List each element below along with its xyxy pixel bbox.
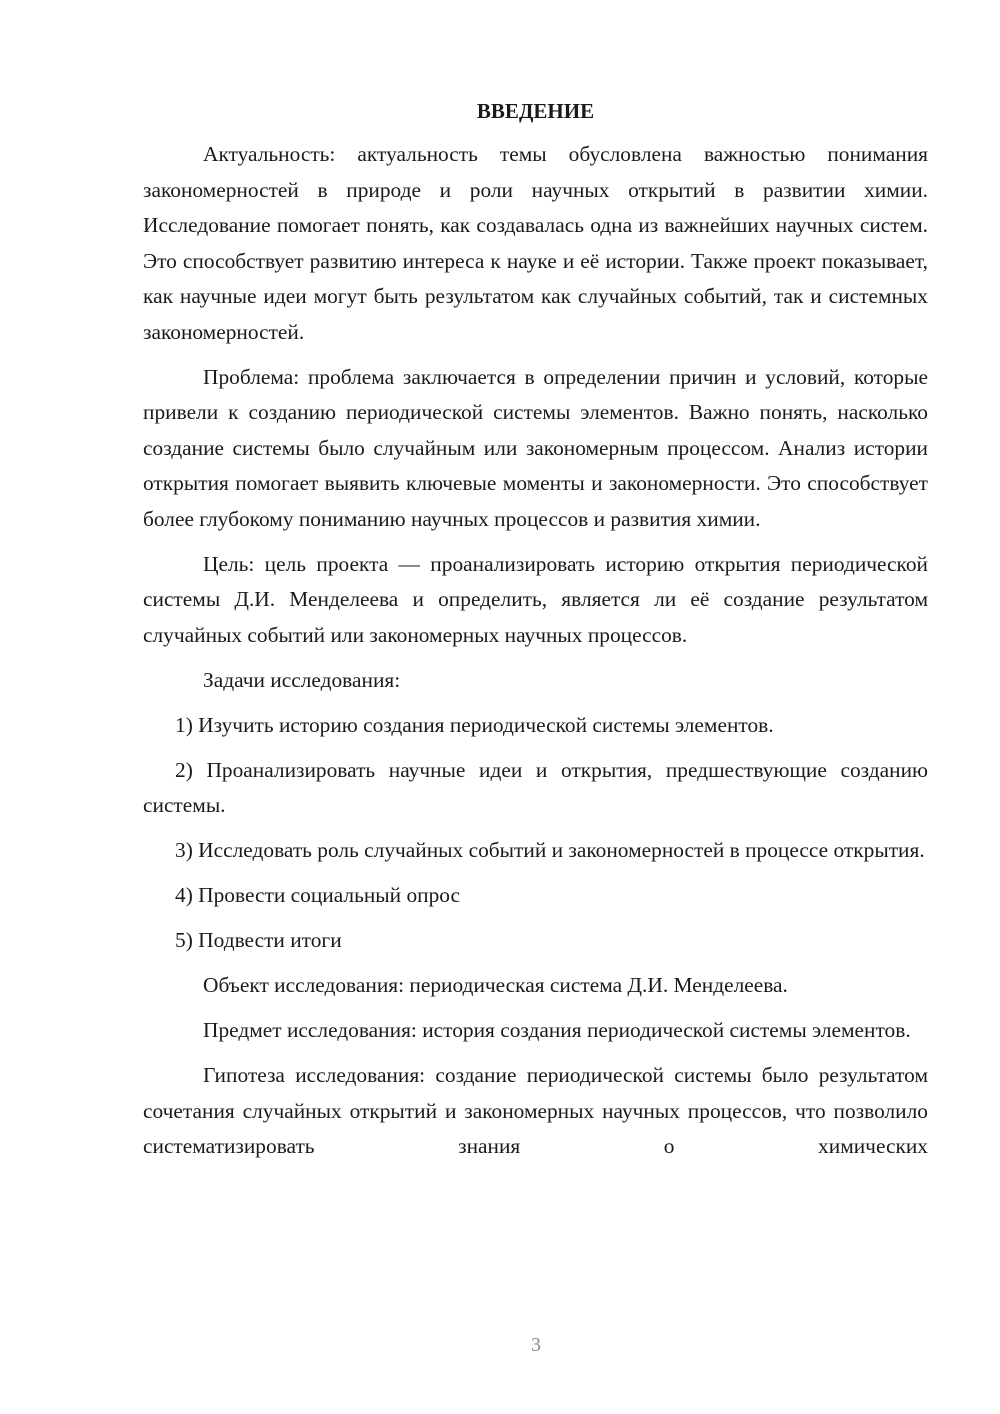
task-item-1: 1) Изучить историю создания периодической системы элементов. <box>175 712 774 737</box>
paragraph-subject: Предмет исследования: история создания периодической системы элементов. <box>203 1018 911 1042</box>
paragraph-problem: Проблема: проблема заключается в определении причин и условий, которые привели к созданию периодической системы элементов. Важно понять, насколько создание системы было случайным или закономерным процессом. Анализ истории открытия помогает выявить ключевые моменты и закономерности. Это способствует более глубокому пониманию научных процессов и развития химии. <box>143 364 928 531</box>
task-item-3: 3) Исследовать роль случайных событий и закономерностей в процессе открытия. <box>175 838 925 862</box>
paragraph-object: Объект исследования: периодическая система Д.И. Менделеева. <box>203 973 788 997</box>
task-item-5: 5) Подвести итоги <box>175 928 342 952</box>
document-page <box>143 94 928 1165</box>
task-item-2: 2) Проанализировать научные идеи и открытия, предшествующие созданию системы. <box>143 757 928 817</box>
paragraph-goal: Цель: цель проекта — проанализировать историю открытия периодической системы Д.И. Менделеева и определить, является ли её создание результатом случайных событий или закономерных научных процессов. <box>143 551 928 647</box>
section-heading: ВВЕДЕНИЕ <box>476 99 595 123</box>
paragraph-hypothesis: Гипотеза исследования: создание периодической системы было результатом сочетания случайных открытий и закономерных научных процессов, что позволило систематизировать знания о химических <box>143 1063 928 1158</box>
task-item-4: 4) Провести социальный опрос <box>175 883 461 907</box>
paragraph-relevance: Актуальность: актуальность темы обусловлена важностью понимания закономерностей в природе и роли научных открытий в развитии химии. Исследование помогает понять, как создавалась одна из важнейших научных систем. Это способствует развитию интереса к науке и её истории. Также проект показывает, как научные идеи могут быть результатом как случайных событий, так и системных закономерностей. <box>143 142 928 344</box>
tasks-title: Задачи исследования: <box>203 667 401 692</box>
page-number: 3 <box>531 1334 541 1356</box>
